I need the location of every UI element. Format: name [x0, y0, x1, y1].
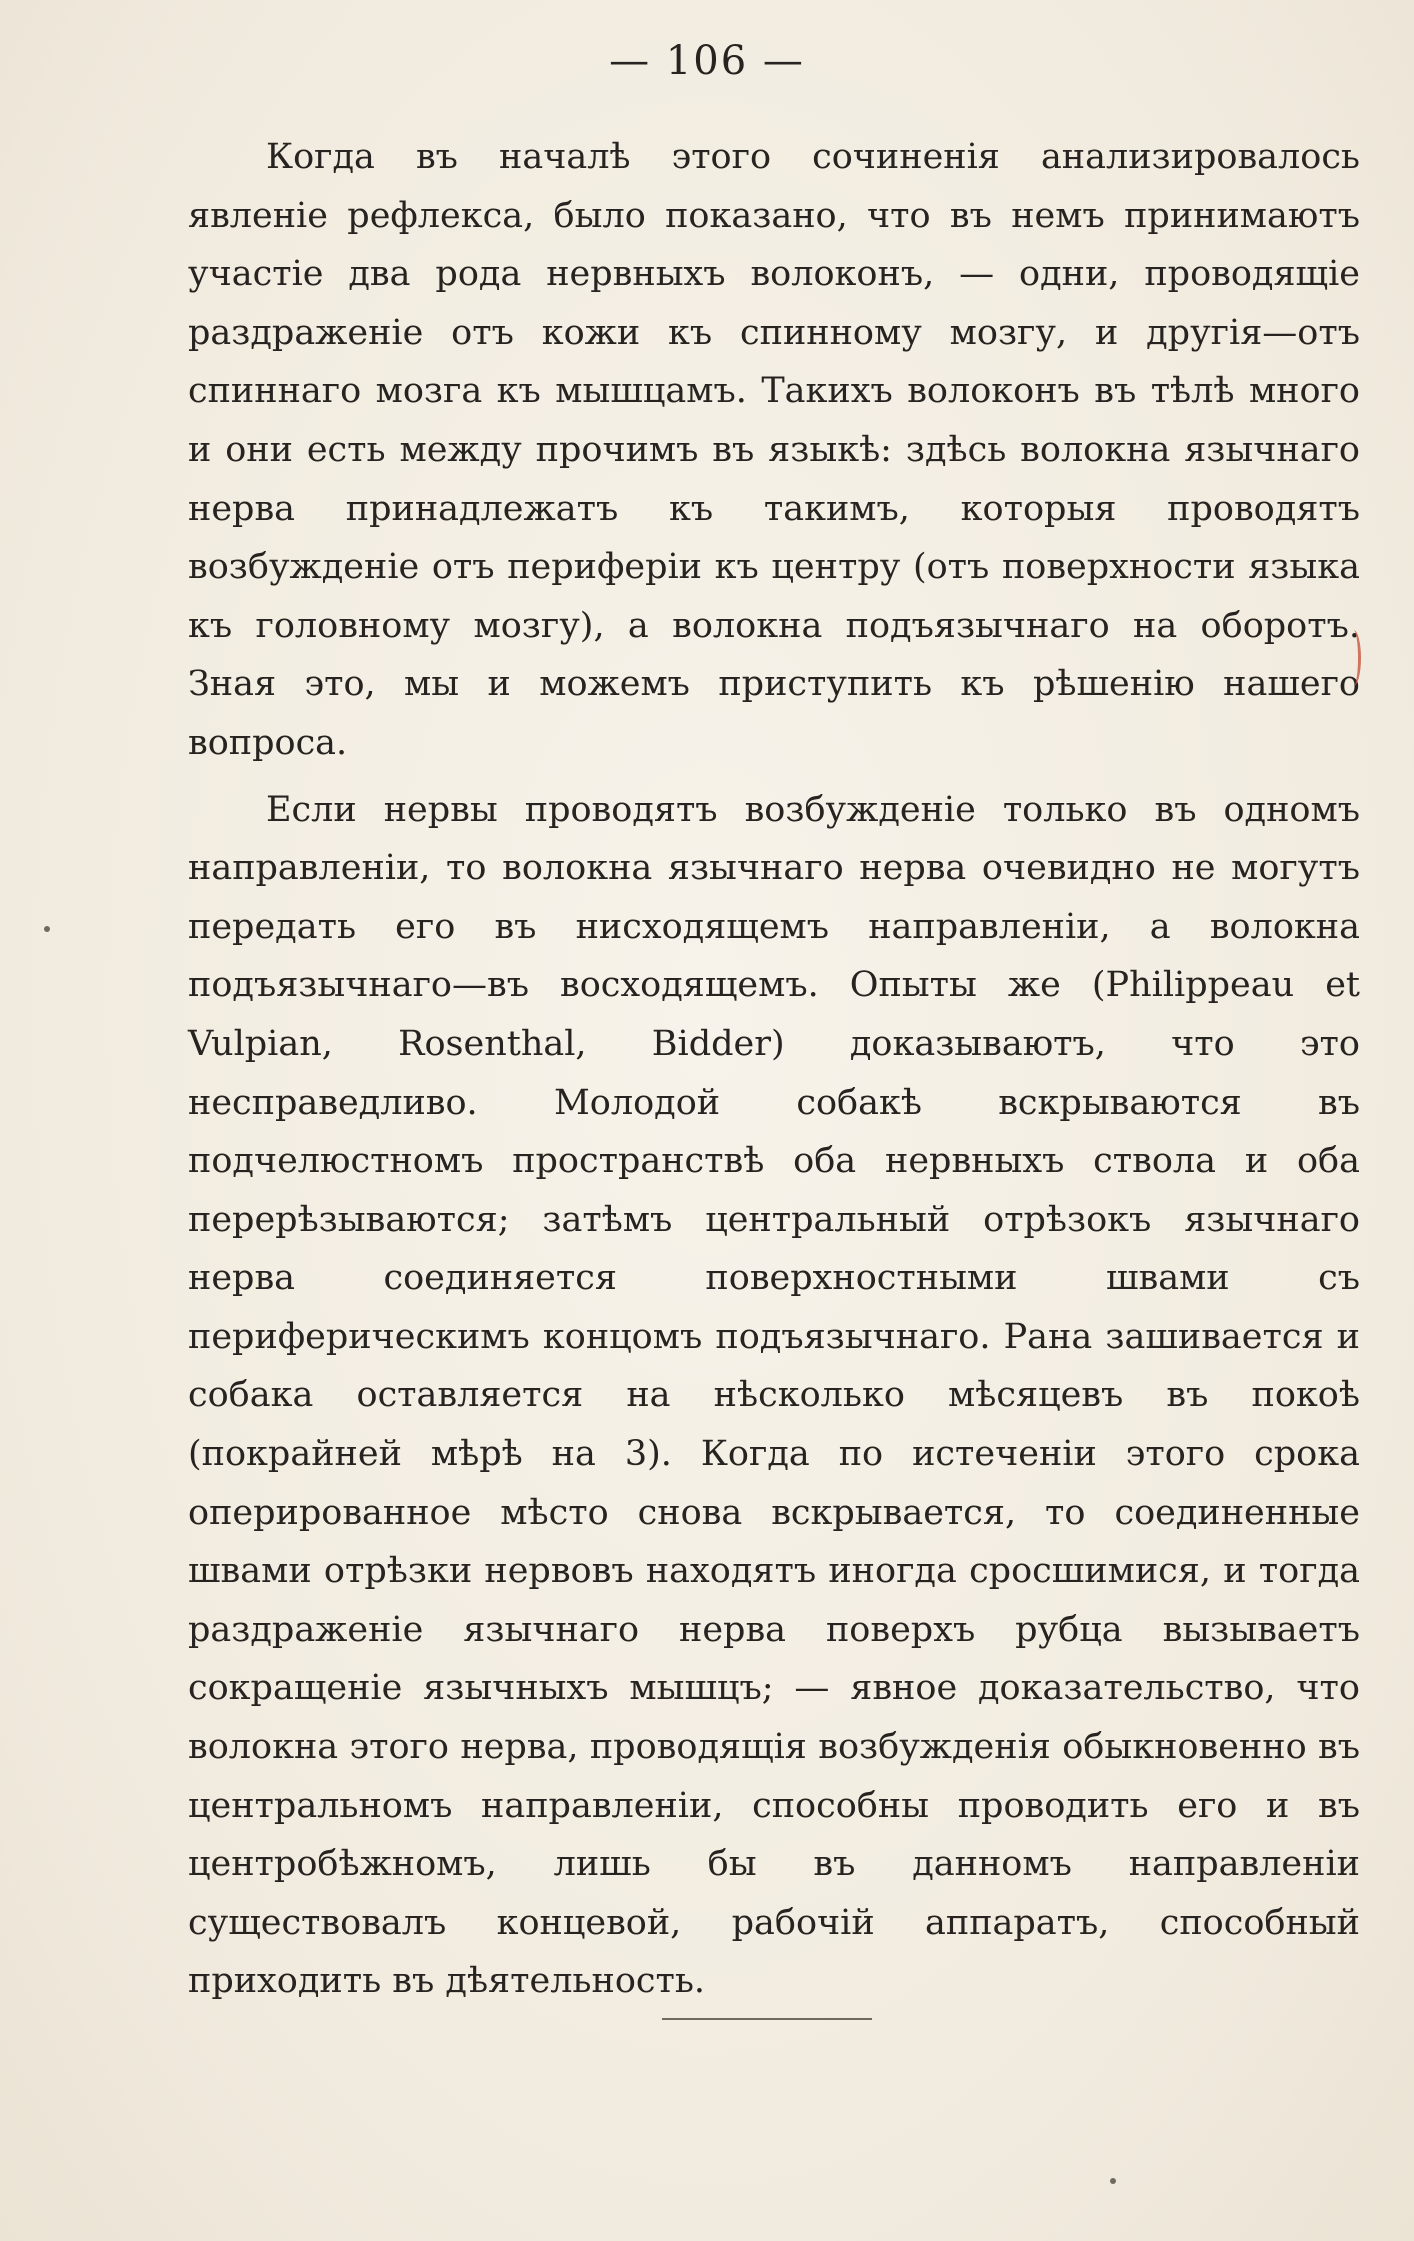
ink-speck: [1110, 2178, 1116, 2184]
pencil-mark: [1346, 630, 1361, 686]
paragraph-2: [188, 781, 1360, 2011]
page-number: — 106 —: [609, 38, 805, 84]
paragraph-text: Когда въ началѣ этого сочиненія анализировалось явленіе рефлекса, было показано, что въ немъ принимаютъ участіе два рода нервныхъ волоконъ, — одни, проводящіе раздраженіе отъ кожи къ спинному мозгу, и другія—отъ спиннаго мозга къ мышцамъ. Такихъ волоконъ въ тѣлѣ много и они есть между прочимъ въ языкѣ: здѣсь волокна язычнаго нерва принадлежатъ къ такимъ, которыя проводятъ возбужденіе отъ периферіи къ центру (отъ поверхности языка къ головному мозгу), а волокна подъязычнаго на оборотъ. Зная это, мы и можемъ приступить къ рѣшенію нашего вопроса.: [188, 137, 1360, 763]
paragraph-1: [188, 128, 1360, 773]
paragraph-text: Если нервы проводятъ возбужденіе только въ одномъ направленіи, то волокна язычнаго нерва очевидно не могутъ передать его въ нисходящемъ направленіи, а волокна подъязычнаго—въ восходящемъ. Опыты же (Philippeau et Vulpian, Rosenthal, Bidder) доказываютъ, что это несправедливо. Молодой собакѣ вскрываются въ подчелюстномъ пространствѣ оба нервныхъ ствола и оба перерѣзываются; затѣмъ центральный отрѣзокъ язычнаго нерва соединяется поверхностными швами съ периферическимъ концомъ подъязычнаго. Рана зашивается и собака оставляется на нѣсколько мѣсяцевъ въ покоѣ (покрайней мѣрѣ на 3). Когда по истеченіи этого срока оперированное мѣсто снова вскрывается, то соединенные швами отрѣзки нервовъ находятъ иногда сросшимися, и тогда раздраженіе язычнаго нерва поверхъ рубца вызываетъ сокращеніе язычныхъ мышцъ; — явное доказательство, что волокна этого нерва, проводящія возбужденія обыкновенно въ центральномъ направленіи, способны проводить его и въ центробѣжномъ, лишь бы въ данномъ направленіи существовалъ концевой, рабочій аппаратъ, способный приходить въ дѣятельность.: [188, 789, 1360, 2002]
end-rule: [662, 2018, 872, 2020]
body-text: [188, 128, 1360, 2011]
ink-speck: [44, 926, 50, 932]
